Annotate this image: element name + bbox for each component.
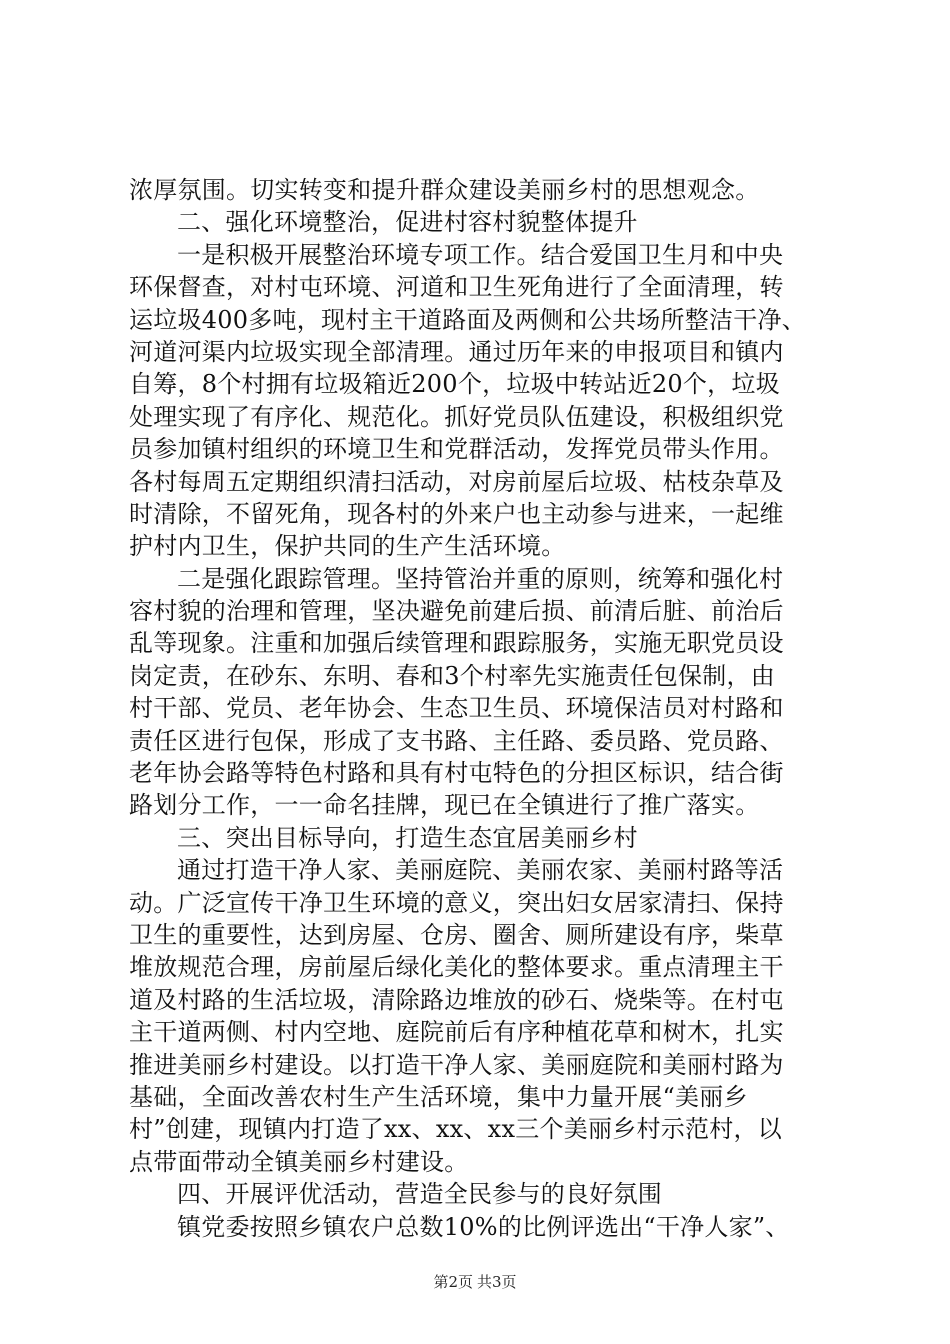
section-heading: 四、开展评优活动，营造全民参与的良好氛围 — [177, 1180, 662, 1209]
text-line: 道及村路的生活垃圾，清除路边堆放的砂石、烧柴等。在村屯 — [129, 985, 784, 1014]
text-line: 路划分工作，一一命名挂牌，现已在全镇进行了推广落实。 — [129, 791, 760, 820]
text-line: 容村貌的治理和管理，坚决避免前建后损、前清后脏、前治后 — [129, 597, 784, 626]
text-line: 通过打造干净人家、美丽庭院、美丽农家、美丽村路等活 — [177, 856, 784, 885]
page-number: 第2页 — [433, 1273, 473, 1291]
text-line: 堆放规范合理，房前屋后绿化美化的整体要求。重点清理主干 — [129, 953, 784, 982]
text-line: 镇党委按照乡镇农户总数10%的比例评选出“干净人家”、 — [177, 1212, 790, 1241]
page-footer — [0, 1272, 950, 1292]
text-line: 二是强化跟踪管理。坚持管治并重的原则，统筹和强化村 — [177, 564, 784, 593]
text-line: 基础，全面改善农村生产生活环境，集中力量开展“美丽乡 — [129, 1082, 748, 1111]
text-line: 岗定责，在砂东、东明、春和3个村率先实施责任包保制，由 — [129, 661, 776, 690]
text-line: 河道河渠内垃圾实现全部清理。通过历年来的申报项目和镇内 — [129, 337, 784, 366]
text-line: 护村内卫生，保护共同的生产生活环境。 — [129, 532, 566, 561]
text-line: 责任区进行包保，形成了支书路、主任路、委员路、党员路、 — [129, 726, 784, 755]
text-line: 一是积极开展整治环境专项工作。结合爱国卫生月和中央 — [177, 240, 784, 269]
text-line: 处理实现了有序化、规范化。抓好党员队伍建设，积极组织党 — [129, 402, 784, 431]
section-heading: 三、突出目标导向，打造生态宜居美丽乡村 — [177, 823, 638, 852]
document-body — [129, 174, 844, 1243]
text-line: 乱等现象。注重和加强后续管理和跟踪服务，实施无职党员设 — [129, 629, 784, 658]
text-line: 运垃圾400多吨，现村主干道路面及两侧和公共场所整洁干净、 — [129, 305, 807, 334]
text-line: 卫生的重要性，达到房屋、仓房、圈舍、厕所建设有序，柴草 — [129, 920, 784, 949]
text-line: 老年协会路等特色村路和具有村屯特色的分担区标识，结合街 — [129, 759, 784, 788]
text-line: 各村每周五定期组织清扫活动，对房前屋后垃圾、枯枝杂草及 — [129, 467, 784, 496]
text-line: 环保督查，对村屯环境、河道和卫生死角进行了全面清理，转 — [129, 273, 784, 302]
text-line: 推进美丽乡村建设。以打造干净人家、美丽庭院和美丽村路为 — [129, 1050, 784, 1079]
text-line: 点带面带动全镇美丽乡村建设。 — [129, 1147, 469, 1176]
text-line: 时清除，不留死角，现各村的外来户也主动参与进来，一起维 — [129, 499, 784, 528]
text-line: 村”创建，现镇内打造了xx、xx、xx三个美丽乡村示范村，以 — [129, 1115, 782, 1144]
text-line: 员参加镇村组织的环境卫生和党群活动，发挥党员带头作用。 — [129, 435, 784, 464]
page-total: 共3页 — [477, 1273, 517, 1291]
text-line: 村干部、党员、老年协会、生态卫生员、环境保洁员对村路和 — [129, 694, 784, 723]
text-line: 浓厚氛围。切实转变和提升群众建设美丽乡村的思想观念。 — [129, 176, 760, 204]
text-line: 动。广泛宣传干净卫生环境的意义，突出妇女居家清扫、保持 — [129, 888, 784, 917]
text-line: 自筹，8个村拥有垃圾箱近200个，垃圾中转站近20个，垃圾 — [129, 370, 780, 399]
section-heading: 二、强化环境整治，促进村容村貌整体提升 — [177, 208, 638, 237]
text-line: 主干道两侧、村内空地、庭院前后有序种植花草和树木，扎实 — [129, 1018, 784, 1047]
